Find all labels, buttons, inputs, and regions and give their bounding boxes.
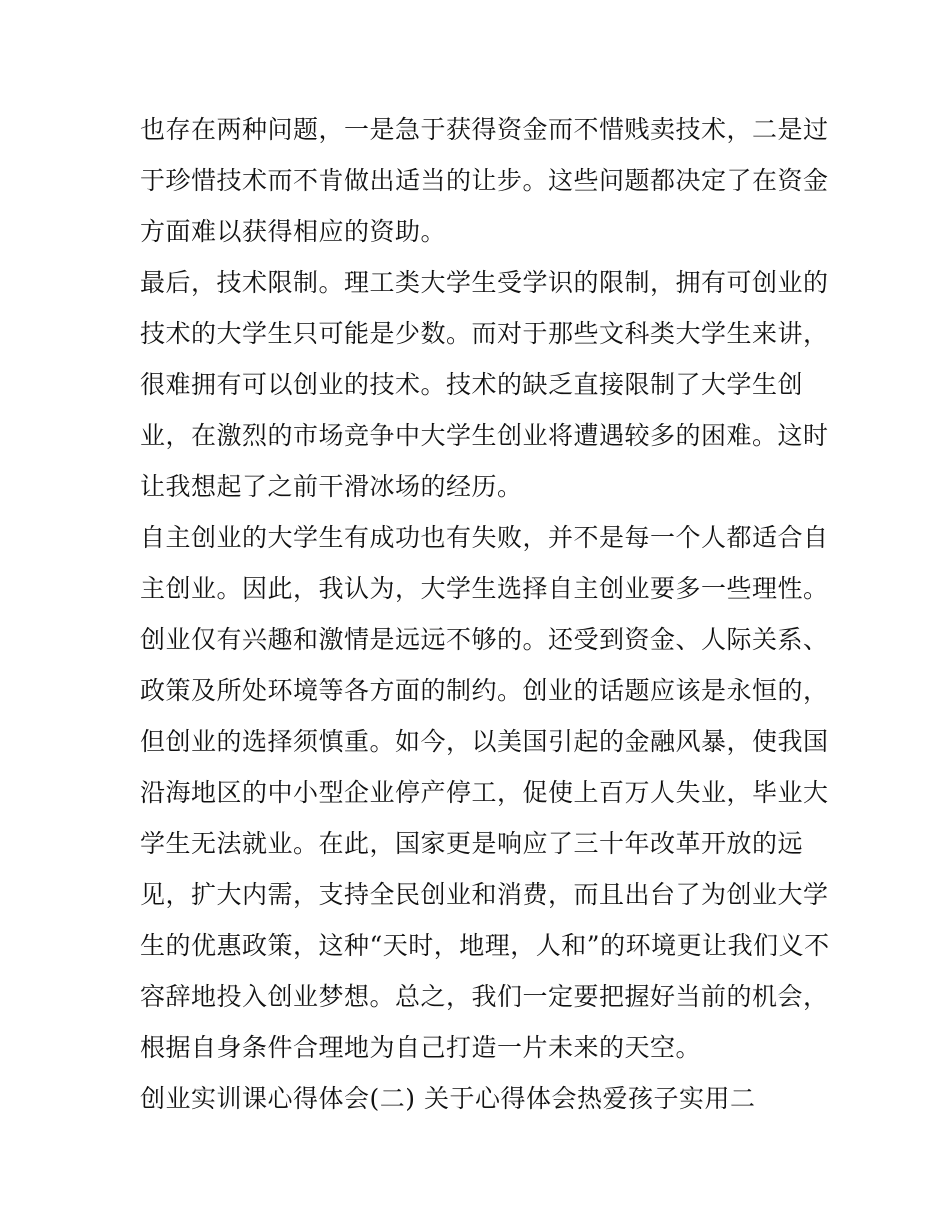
- text-line: 技术的大学生只可能是少数。而对于那些文科类大学生来讲，: [140, 319, 829, 348]
- text-line: 也存在两种问题，一是急于获得资金而不惜贱卖技术，二是过: [140, 115, 829, 144]
- text-line: 学生无法就业。在此，国家更是响应了三十年改革开放的远: [140, 829, 804, 858]
- text-line: 容辞地投入创业梦想。总之，我们一定要把握好当前的机会，: [140, 982, 829, 1011]
- text-line: 但创业的选择须慎重。如今，以美国引起的金融风暴，使我国: [140, 727, 829, 756]
- text-line: 沿海地区的中小型企业停产停工，促使上百万人失业，毕业大: [140, 778, 829, 807]
- text-line: 创业仅有兴趣和激情是远远不够的。还受到资金、人际关系、: [140, 625, 829, 654]
- document-body: [140, 104, 830, 1124]
- text-line: 见，扩大内需，支持全民创业和消费，而且出台了为创业大学: [140, 880, 829, 909]
- text-line: 方面难以获得相应的资助。: [140, 217, 447, 246]
- text-line: 根据自身条件合理地为自己打造一片未来的天空。: [140, 1033, 702, 1062]
- text-line: 让我想起了之前干滑冰场的经历。: [140, 472, 523, 501]
- text-line: 于珍惜技术而不肯做出适当的让步。这些问题都决定了在资金: [140, 166, 829, 195]
- text-line: 生的优惠政策，这种“天时，地理，人和”的环境更让我们义不: [140, 931, 830, 960]
- text-line: 自主创业的大学生有成功也有失败，并不是每一个人都适合自: [140, 523, 829, 552]
- text-line: 很难拥有可以创业的技术。技术的缺乏直接限制了大学生创: [140, 370, 804, 399]
- text-line: 主创业。因此，我认为，大学生选择自主创业要多一些理性。: [140, 574, 829, 603]
- section-heading: 创业实训课心得体会(二) 关于心得体会热爱孩子实用二: [140, 1084, 756, 1113]
- text-line: 政策及所处环境等各方面的制约。创业的话题应该是永恒的，: [140, 676, 829, 705]
- text-line: 业，在激烈的市场竞争中大学生创业将遭遇较多的困难。这时: [140, 421, 829, 450]
- text-line: 最后，技术限制。理工类大学生受学识的限制，拥有可创业的: [140, 268, 829, 297]
